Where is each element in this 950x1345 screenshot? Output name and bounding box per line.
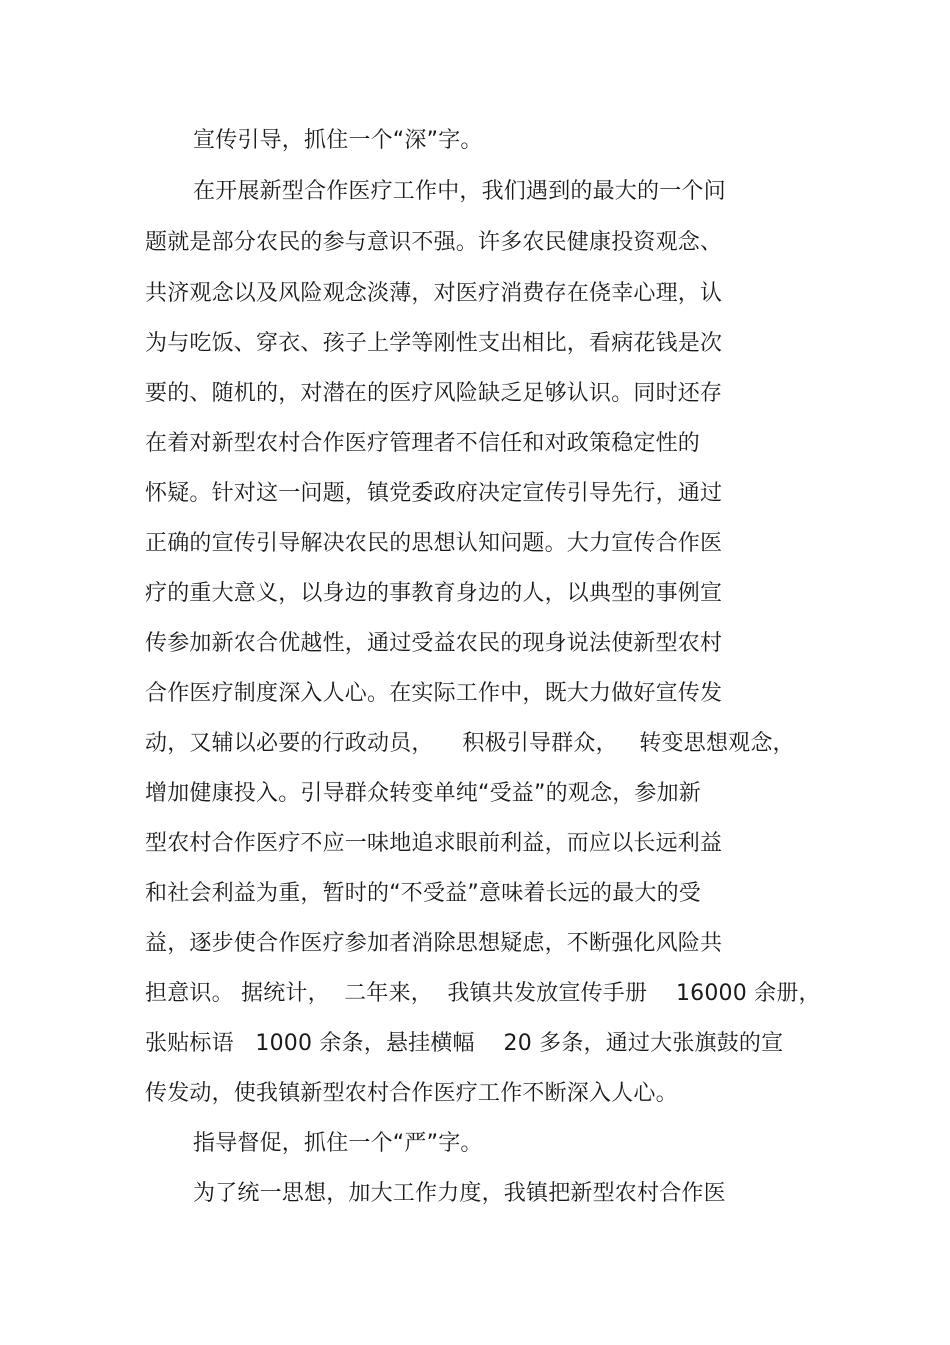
paragraph-line: 动，又辅以必要的行政动员， 积极引导群众， 转变思想观念， [145, 731, 795, 756]
paragraph-line: 正确的宣传引导解决农民的思想认知问题。大力宣传合作医 [145, 531, 723, 556]
paragraph-line: 增加健康投入。引导群众转变单纯“受益”的观念，参加新 [145, 781, 701, 806]
paragraph-line: 为了统一思想，加大工作力度，我镇把新型农村合作医 [193, 1181, 726, 1206]
paragraph-line: 传发动，使我镇新型农村合作医疗工作不断深入人心。 [145, 1081, 678, 1106]
paragraph-line: 型农村合作医疗不应一味地追求眼前利益，而应以长远利益 [145, 831, 723, 856]
paragraph-line: 要的、随机的，对潜在的医疗风险缺乏足够认识。同时还存 [145, 381, 723, 406]
paragraph-line: 怀疑。针对这一问题，镇党委政府决定宣传引导先行，通过 [145, 481, 723, 506]
paragraph-line: 在着对新型农村合作医疗管理者不信任和对政策稳定性的 [145, 431, 701, 456]
paragraph-line: 和社会利益为重，暂时的“不受益”意味着长远的最大的受 [145, 881, 701, 906]
paragraph-line: 为与吃饭、穿衣、孩子上学等刚性支出相比，看病花钱是次 [145, 331, 723, 356]
paragraph-line: 共济观念以及风险观念淡薄，对医疗消费存在侥幸心理，认 [145, 281, 723, 306]
paragraph-line: 题就是部分农民的参与意识不强。许多农民健康投资观念、 [145, 230, 723, 255]
paragraph-line: 在开展新型合作医疗工作中，我们遇到的最大的一个问 [193, 179, 726, 204]
paragraph-line: 合作医疗制度深入人心。在实际工作中，既大力做好宣传发 [145, 681, 723, 706]
paragraph-line: 担意识。 据统计， 二年来， 我镇共发放宣传手册 16000 余册， [145, 981, 821, 1006]
paragraph-line: 益，逐步使合作医疗参加者消除思想疑虑，不断强化风险共 [145, 931, 723, 956]
section-heading-supervision: 指导督促，抓住一个“严”字。 [193, 1131, 483, 1156]
paragraph-line: 疗的重大意义，以身边的事教育身边的人，以典型的事例宣 [145, 581, 723, 606]
paragraph-line: 传参加新农合优越性，通过受益农民的现身说法使新型农村 [145, 631, 723, 656]
section-heading-publicity: 宣传引导，抓住一个“深”字。 [193, 128, 483, 153]
paragraph-line: 张贴标语 1000 余条，悬挂横幅 20 多条，通过大张旗鼓的宣 [145, 1031, 784, 1056]
